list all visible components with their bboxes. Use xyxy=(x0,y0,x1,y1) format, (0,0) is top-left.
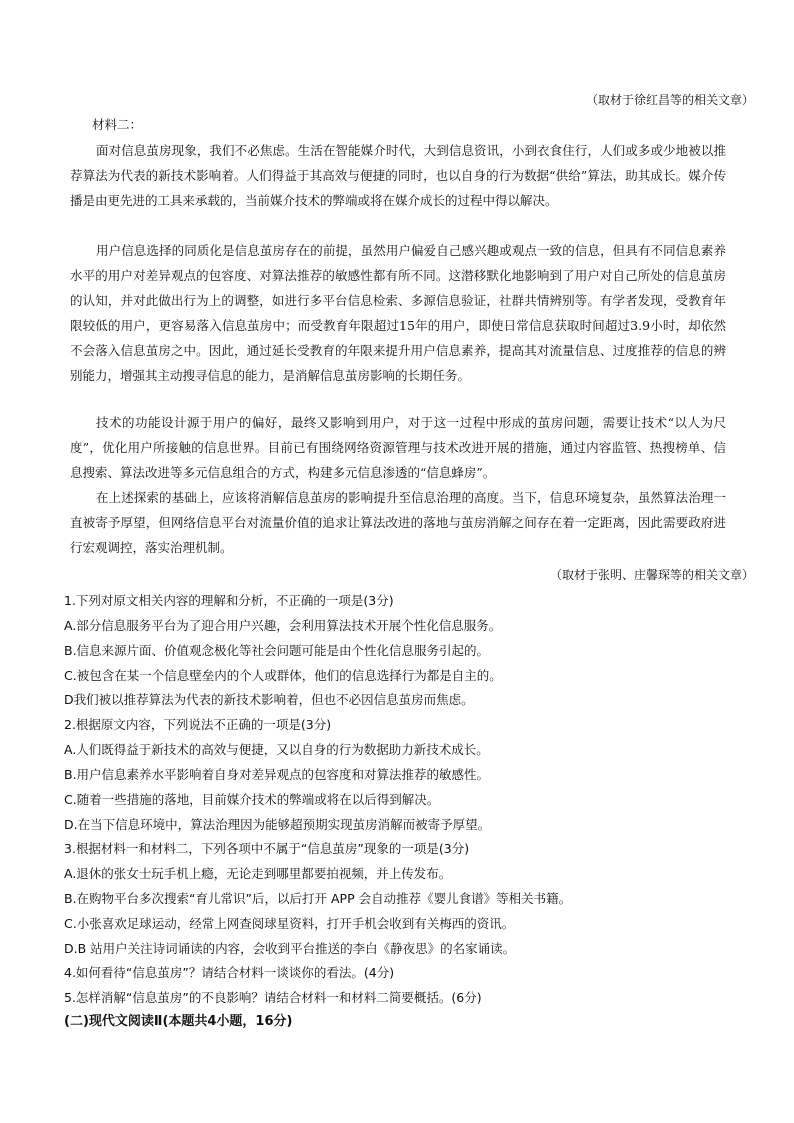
source-citation-1: （取材于徐红昌等的相关文章） xyxy=(585,93,754,107)
question-3-option-a: A.退休的张女士玩手机上瘾，无论走到哪里都要拍视频，并上传发布。 xyxy=(64,866,452,881)
material-2-paragraph-2: 用户信息选择的同质化是信息茧房存在的前提，虽然用户偏爱自己感兴趣或观点一致的信息，但具有不同信息素养水平的用户对差异观点的包容度、对算法推荐的敏感性都有所不同。这潜移默化地影响到了用户对自己所处的信息茧房的认知，并对此做出行为上的调整，如进行多平台信息检索、多源信息验证，社群共情辨别等。有学者发现，受教育年限较低的用户，更容易落入信息茧房中；而受教育年限超过15年的用户，即使日常信息获取时间超过3.9小时，却依然不会落入信息茧房之中。因此，通过延长受教育的年限来提升用户信息素养，提高其对流量信息、过度推荐的信息的辨别能力，增强其主动搜寻信息的能力，是消解信息茧房影响的长期任务。 xyxy=(70,243,726,383)
material-2-heading: 材料二： xyxy=(92,117,143,132)
question-3-stem: 3.根据材料一和材料二，下列各项中不属于“信息茧房”现象的一项是(3分) xyxy=(64,841,470,856)
question-1-option-d: D我们被以推荐算法为代表的新技术影响着，但也不必因信息茧房而焦虑。 xyxy=(64,692,474,707)
question-2-option-d: D.在当下信息环境中，算法治理因为能够超预期实现茧房消解而被寄予厚望。 xyxy=(64,817,491,832)
question-3-option-d: D.B 站用户关注诗词诵读的内容，会收到平台推送的李白《静夜思》的名家诵读。 xyxy=(64,941,516,956)
question-2-option-b: B.用户信息素养水平影响着自身对差异观点的包容度和对算法推荐的敏感性。 xyxy=(64,767,490,782)
question-1-option-a: A.部分信息服务平台为了迎合用户兴趣，会利用算法技术开展个性化信息服务。 xyxy=(64,618,502,633)
question-3-option-c: C.小张喜欢足球运动，经常上网查阅球星资料，打开手机会收到有关梅西的资讯。 xyxy=(64,916,515,931)
question-2-stem: 2.根据原文内容，下列说法不正确的一项是(3分) xyxy=(64,717,332,732)
question-3-option-b: B.在购物平台多次搜索“育儿常识”后，以后打开 APP 会自动推荐《婴儿食谱》等相关书籍。 xyxy=(64,891,572,906)
question-1-option-b: B.信息来源片面、价值观念极化等社会问题可能是由个性化信息服务引起的。 xyxy=(64,643,490,658)
material-2-paragraph-3: 技术的功能设计源于用户的偏好，最终又影响到用户，对于这一过程中形成的茧房问题，需要让技术“以人为尺度”，优化用户所接触的信息世界。目前已有围绕网络资源管理与技术改进开展的措施，通过内容监管、热搜榜单、信息搜索、算法改进等多元信息组合的方式，构建多元信息渗透的“信息蜂房”。 xyxy=(70,415,726,480)
question-5: 5.怎样消解“信息茧房”的不良影响？请结合材料一和材料二简要概括。(6分) xyxy=(64,990,482,1005)
question-4: 4.如何看待“信息茧房”？请结合材料一谈谈你的看法。(4分) xyxy=(64,965,395,980)
material-2-paragraph-1: 面对信息茧房现象，我们不必焦虑。生活在智能媒介时代，大到信息资讯，小到衣食住行，人们或多或少地被以推荐算法为代表的新技术影响着。人们得益于其高效与便捷的同时，也以自身的行为数据“供给”算法，助其成长。媒介传播是由更先进的工具来承载的，当前媒介技术的弊端或将在媒介成长的过程中得以解决。 xyxy=(70,143,726,208)
question-2-option-c: C.随着一些措施的落地，目前媒介技术的弊端或将在以后得到解决。 xyxy=(64,792,440,807)
source-citation-2: （取材于张明、庄馨琛等的相关文章） xyxy=(549,568,754,582)
question-1-option-c: C.被包含在某一个信息壁垒内的个人或群体，他们的信息选择行为都是自主的。 xyxy=(64,668,502,683)
question-2-option-a: A.人们既得益于新技术的高效与便捷，又以自身的行为数据助力新技术成长。 xyxy=(64,742,489,757)
section-title: (二)现代文阅读Ⅱ(本题共4小题，16分) xyxy=(64,1014,293,1029)
question-1-stem: 1.下列对原文相关内容的理解和分析，不正确的一项是(3分) xyxy=(64,593,394,608)
material-2-paragraph-4: 在上述探索的基础上，应该将消解信息茧房的影响提升至信息治理的高度。当下，信息环境复杂，虽然算法治理一直被寄予厚望，但网络信息平台对流量价值的追求让算法改进的落地与茧房消解之间存在着一定距离，因此需要政府进行宏观调控，落实治理机制。 xyxy=(70,490,726,555)
